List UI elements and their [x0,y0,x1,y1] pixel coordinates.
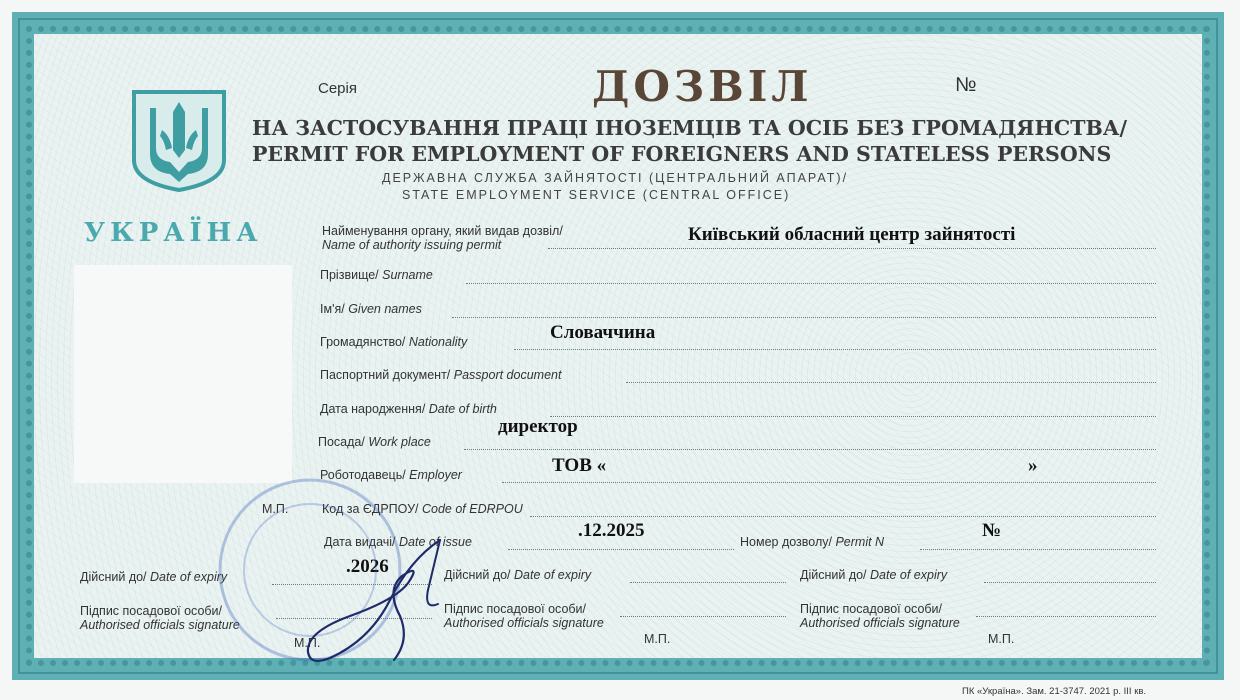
birth-line [550,416,1156,417]
signature-line-3 [976,616,1156,617]
signature-label-3: Підпис посадової особи/ Authorised officials signature [800,602,960,630]
permit-number-label: Номер дозволу/ Permit N [740,535,885,549]
given-names-line [452,317,1156,318]
stamp-place-label: М.П. [262,502,289,516]
country-name: УКРАЇНА [84,218,263,248]
edrpou-label: Код за ЄДРПОУ/ Code of EDRPOU [322,502,523,516]
signature-line-2 [620,616,786,617]
position-label: Посада/ Work place [318,435,431,449]
passport-line [626,382,1156,383]
authority-label: Найменування органу, який видав дозвіл/ Name of authority issuing permit [322,224,563,252]
subtitle-en: PERMIT FOR EMPLOYMENT OF FOREIGNERS AND STATELESS PERSONS [252,142,1112,166]
position-value: директор [498,416,578,437]
signature-label-2: Підпис посадової особи/ Authorised officials signature [444,602,604,630]
service-en: STATE EMPLOYMENT SERVICE (CENTRAL OFFICE) [402,188,791,202]
surname-line [466,283,1156,284]
permit-number-line [920,549,1156,550]
permit-number-value: № [982,520,1002,541]
nationality-value: Словаччина [550,322,656,343]
signature-line-1 [276,618,432,619]
stamp-place-label-2: М.П. [644,632,671,646]
series-label: Серія [318,80,357,97]
service-uk: ДЕРЖАВНА СЛУЖБА ЗАЙНЯТОСТІ (ЦЕНТРАЛЬНИЙ АПАРАТ)/ [382,171,849,185]
number-label: № [955,74,977,96]
birth-label: Дата народження/ Date of birth [320,402,497,416]
edrpou-line [530,516,1156,517]
passport-label: Паспортний документ/ Passport document [320,368,562,382]
expiry-line-1 [272,584,432,585]
expiry-value-1: .2026 [346,556,389,577]
nationality-line [514,349,1156,350]
nationality-label: Громадянство/ Nationality [320,335,468,349]
trident-emblem-icon [130,88,228,192]
print-note: ПК «Україна». Зам. 21-3747. 2021 р. III кв. [962,686,1147,697]
employer-value-suffix: » [1028,455,1038,476]
expiry-label-1: Дійсний до/ Date of expiry [80,570,228,584]
stamp-place-label-1: М.П. [294,636,321,650]
photo-area [74,265,292,483]
expiry-line-2 [630,582,786,583]
expiry-label-3: Дійсний до/ Date of expiry [800,568,948,582]
expiry-label-2: Дійсний до/ Date of expiry [444,568,592,582]
employer-label: Роботодавець/ Employer [320,468,462,482]
authority-line [548,248,1156,249]
stamp-place-label-3: М.П. [988,632,1015,646]
authority-value: Київський обласний центр зайнятості [688,224,1016,245]
subtitle-uk: НА ЗАСТОСУВАННЯ ПРАЦІ ІНОЗЕМЦІВ ТА ОСІБ БЕЗ ГРОМАДЯНСТВА/ [252,116,1127,140]
issue-date-label: Дата видачі/ Date of issue [324,535,472,549]
position-line [464,449,1156,450]
expiry-line-3 [984,582,1156,583]
issue-date-value: .12.2025 [578,520,645,541]
given-names-label: Ім'я/ Given names [320,302,422,316]
signature-label-1: Підпис посадової особи/ Authorised officials signature [80,604,240,632]
employer-value-prefix: ТОВ « [552,455,607,476]
document-title: ДОЗВІЛ [592,62,813,111]
employer-line [502,482,1156,483]
issue-date-line [508,549,734,550]
surname-label: Прізвище/ Surname [320,268,433,282]
